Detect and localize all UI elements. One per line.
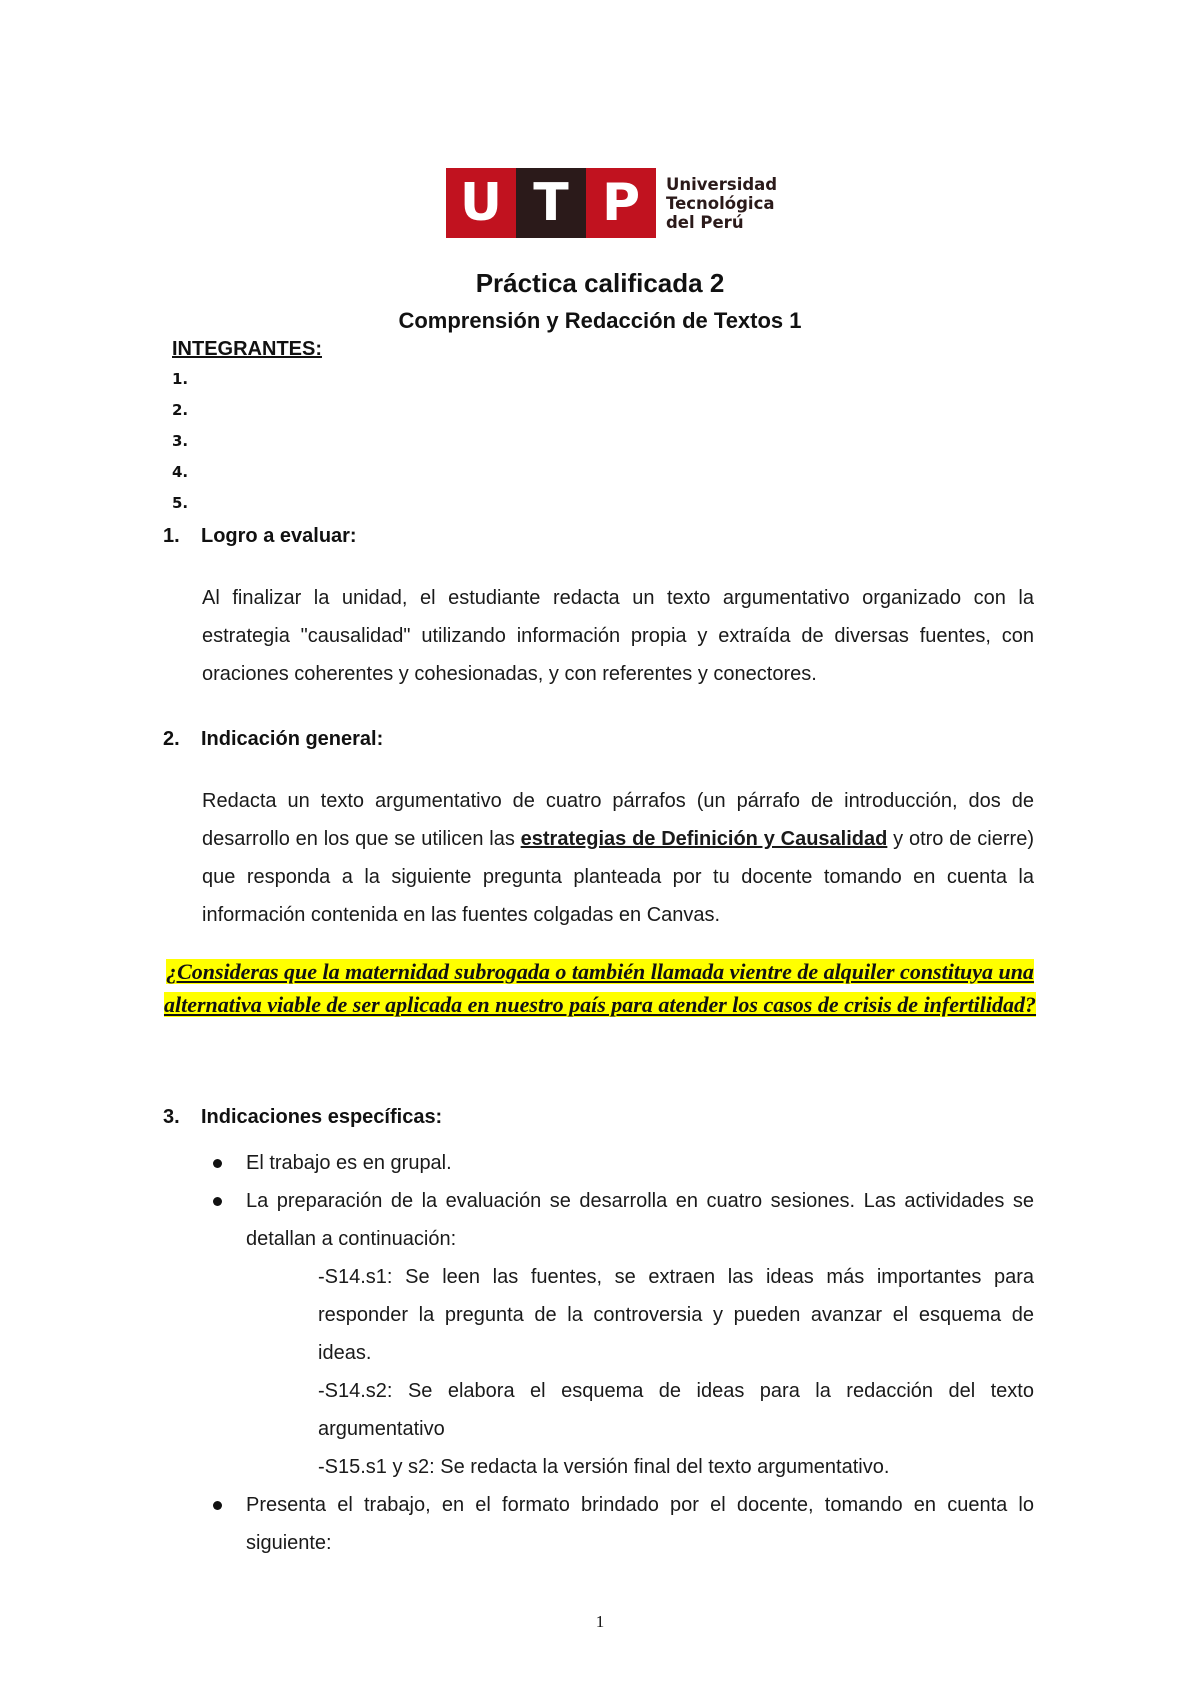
- section-1-heading: [163, 525, 357, 548]
- document-title: Práctica calificada 2: [475, 268, 725, 298]
- section-1-text: Al finalizar la unidad, el estudiante redacta un texto argumentativo organizado con la estrategia "causalidad" utilizando información propia y extraída de diversas fuentes, con oraciones coherentes y cohesionadas, y con referentes y conectores.: [202, 587, 1034, 685]
- bullet-item: [206, 1182, 1034, 1486]
- section-number: 1.: [163, 525, 180, 547]
- specific-indications-list: [206, 1144, 1034, 1562]
- section-title: Logro a evaluar:: [201, 525, 357, 547]
- bullet-icon: [213, 1501, 222, 1510]
- section-2-heading: [163, 728, 383, 751]
- logo-letter-p: P: [586, 168, 656, 238]
- session-item: -S14.s1: Se leen las fuentes, se extraen las ideas más importantes para responder la pregunta de la controversia y pueden avanzar el esquema de ideas.: [318, 1266, 1034, 1364]
- section-title: Indicación general:: [201, 728, 384, 750]
- controversy-question: [160, 955, 1040, 1021]
- utp-logo: [446, 168, 777, 238]
- logo-text-line: del Perú: [666, 212, 744, 232]
- section-2-text: [202, 782, 1034, 934]
- section-number: 3.: [163, 1106, 180, 1128]
- integrantes-label: INTEGRANTES:: [172, 338, 322, 360]
- logo-letter-t: T: [516, 168, 586, 238]
- member-item: 1.: [172, 370, 189, 388]
- members-list: [172, 370, 188, 525]
- logo-text-line: Tecnológica: [666, 193, 775, 213]
- session-item: -S15.s1 y s2: Se redacta la versión final del texto argumentativo.: [318, 1456, 890, 1478]
- sessions-list: [246, 1258, 1034, 1486]
- session-item: -S14.s2: Se elabora el esquema de ideas para la redacción del texto argumentativo: [318, 1380, 1034, 1440]
- bullet-icon: [213, 1159, 222, 1168]
- emphasis-text: estrategias de Definición y Causalidad: [520, 828, 888, 850]
- bullet-text: Presenta el trabajo, en el formato brindado por el docente, tomando en cuenta lo siguiente:: [246, 1494, 1034, 1554]
- bullet-text: El trabajo es en grupal.: [246, 1152, 452, 1174]
- member-item: 3.: [172, 432, 189, 450]
- document-subtitle: Comprensión y Redacción de Textos 1: [398, 308, 802, 333]
- bullet-text: La preparación de la evaluación se desarrolla en cuatro sesiones. Las actividades se detallan a continuación:: [246, 1190, 1034, 1250]
- bullet-icon: [213, 1197, 222, 1206]
- text-segment: y otro de cierre) que responda a la siguiente pregunta planteada por tu docente tomando en cuenta la información contenida en las fuentes colgadas en Canvas.: [202, 828, 1034, 926]
- logo-text-line: Universidad: [666, 174, 778, 194]
- section-title: Indicaciones específicas:: [201, 1106, 443, 1128]
- bullet-item: [206, 1144, 1034, 1182]
- logo-university-name: [666, 175, 777, 232]
- section-3-heading: [163, 1106, 442, 1129]
- bullet-item: [206, 1486, 1034, 1562]
- text-segment: Redacta un texto argumentativo de cuatro párrafos (un párrafo de introducción, dos de desarrollo en los que se utilicen las: [202, 790, 1034, 850]
- section-number: 2.: [163, 728, 180, 750]
- highlighted-question: ¿Consideras que la maternidad subrogada o también llamada vientre de alquiler constituya una alternativa viable de ser aplicada en nuestro país para atender los casos de crisis de infertilidad?: [163, 959, 1037, 1017]
- logo-letter-u: U: [446, 168, 516, 238]
- member-item: 4.: [172, 463, 189, 481]
- page-number: 1: [595, 1612, 605, 1631]
- member-item: 5.: [172, 494, 189, 512]
- member-item: 2.: [172, 401, 189, 419]
